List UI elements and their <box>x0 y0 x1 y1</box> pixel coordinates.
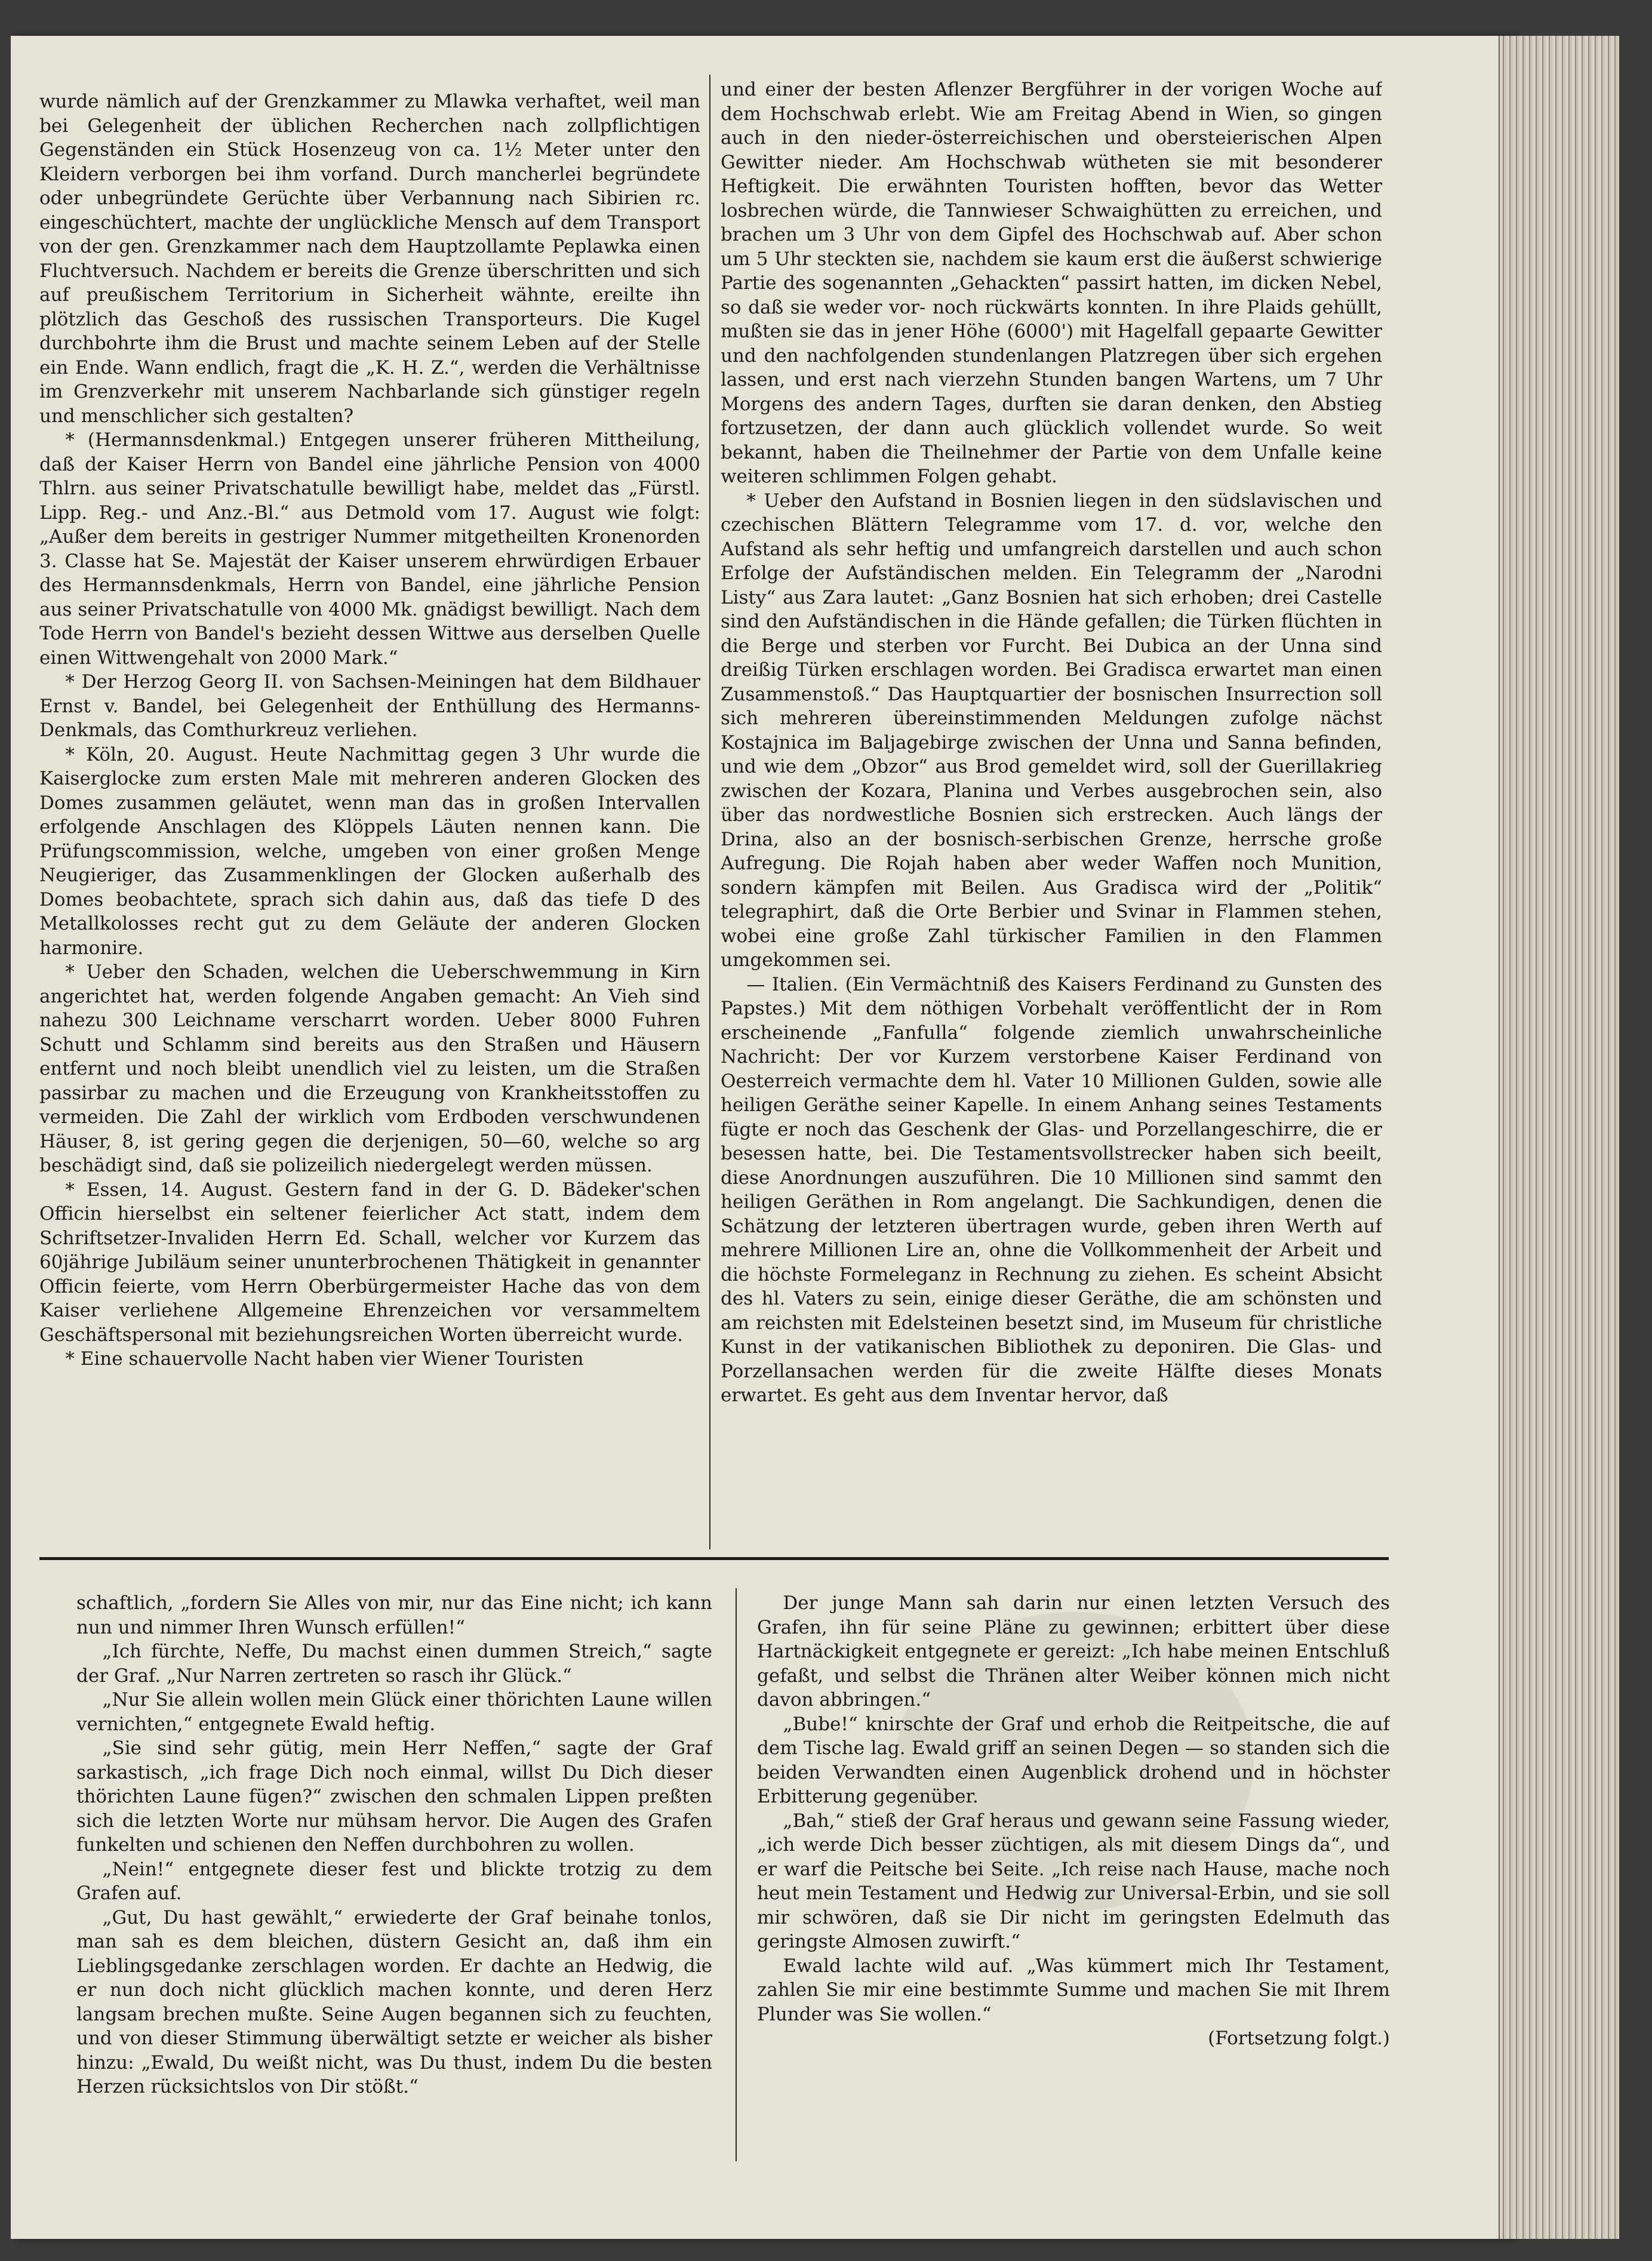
story-paragraph: „Gut, Du hast gewählt,“ erwiederte der Graf beinahe tonlos, man sah es dem bleichen, düstern Gesicht an, daß ihm ein Lieblingsgedanke zerschlagen worden. Er dachte an Hedwig, die er nun doch nicht glücklich machen konnte, und deren Herz langsam brechen mußte. Seine Augen begannen sich zu feuchten, und von dieser Stimmung überwältigt setzte er weicher als bisher hinzu: „Ewald, Du weißt nicht, was Du thust, indem Du die besten Herzen rücksichtslos von Dir stößt.“ <box>76 1906 712 2097</box>
story-paragraph: „Bah,“ stieß der Graf heraus und gewann seine Fassung wieder, „ich werde Dich besser züchtigen, als mit diesem Dings da“, und er warf die Peitsche bei Seite. „Ich reise nach Hause, mache noch heut mein Testament und Hedwig zur Universal-Erbin, und sie soll mir schwören, daß sie Dir nicht im geringsten Edelmuth das geringste Almosen zuwirft.“ <box>757 1810 1390 1952</box>
article-paragraph: * Der Herzog Georg II. von Sachsen-Meiningen hat dem Bildhauer Ernst v. Bandel, bei Gelegenheit der Enthüllung des Hermanns-Denkmals, das Comthurkreuz verliehen. <box>39 671 700 741</box>
story-paragraph: schaftlich, „fordern Sie Alles von mir, nur das Eine nicht; ich kann nun und nimmer Ihren Wunsch erfüllen!“ <box>76 1592 712 1638</box>
story-paragraph: „Nur Sie allein wollen mein Glück einer thörichten Laune willen vernichten,“ entgegnete Ewald heftig. <box>76 1689 712 1735</box>
story-paragraph: Der junge Mann sah darin nur einen letzten Versuch des Grafen, ihn für seine Pläne zu gewinnen; erbittert über diese Hartnäckigkeit entgegnete er gereizt: „Ich habe meinen Entschluß gefaßt, und selbst die Thränen alter Weiber können mich nicht davon abbringen.“ <box>757 1592 1390 1711</box>
article-paragraph: * Köln, 20. August. Heute Nachmittag gegen 3 Uhr wurde die Kaiserglocke zum ersten Male mit mehreren anderen Glocken des Domes zusammen geläutet, wenn man das in großen Intervallen erfolgende Anschlagen des Klöppels Läuten nennen kann. Die Prüfungscommission, welche, umgeben von einer großen Menge Neugieriger, das Zusammenklingen der Glocken außerhalb des Domes beobachtete, sprach sich dahin aus, daß das tiefe D des Metallkolosses recht gut zu dem Geläute der anderen Glocken harmonire. <box>39 743 700 959</box>
article-column-left <box>39 90 700 1514</box>
article-paragraph: * Ueber den Schaden, welchen die Ueberschwemmung in Kirn angerichtet hat, werden folgende Angaben gemacht: An Vieh sind nahezu 300 Leichname verscharrt worden. Ueber 8000 Fuhren Schutt und Schlamm sind bereits aus den Straßen und Häusern entfernt und noch bleibt unendlich viel zu leisten, um die Straßen passirbar zu machen und die Erzeugung von Krankheitsstoffen zu vermeiden. Die Zahl der wirklich vom Erdboden verschwundenen Häuser, 8, ist gering gegen die derjenigen, 50—60, welche so arg beschädigt sind, daß sie polizeilich niedergelegt werden müssen. <box>39 961 700 1176</box>
article-paragraph: — Italien. (Ein Vermächtniß des Kaisers Ferdinand zu Gunsten des Papstes.) Mit dem nöthigen Vorbehalt veröffentlicht der in Rom erscheinende „Fanfulla“ folgende ziemlich unwahrscheinliche Nachricht: Der vor Kurzem verstorbene Kaiser Ferdinand von Oesterreich vermachte dem hl. Vater 10 Millionen Gulden, sowie alle heiligen Geräthe seiner Kapelle. In einem Anhang seines Testaments fügte er noch das Geschenk der Glas- und Porzellangeschirre, die er besessen hatte, bei. Die Testamentsvollstrecker haben sich beeilt, diese Anordnungen auszuführen. Die 10 Millionen sind sammt den heiligen Geräthen in Rom angelangt. Die Sachkundigen, denen die Schätzung der letzteren übertragen wurde, geben ihren Werth auf mehrere Millionen Lire an, ohne die Vollkommenheit der Arbeit und die höchste Formeleganz in Rechnung zu ziehen. Es scheint Absicht des hl. Vaters zu sein, einige dieser Geräthe, die am schönsten und am reichsten mit Edelsteinen besetzt sind, im Museum für christliche Kunst in der vatikanischen Bibliothek zu deponiren. Die Glas- und Porzellansachen werden für die zweite Hälfte dieses Monats erwartet. Es geht aus dem Inventar hervor, daß <box>721 973 1382 1406</box>
article-paragraph: wurde nämlich auf der Grenzkammer zu Mlawka verhaftet, weil man bei Gelegenheit der üblichen Recherchen nach zollpflichtigen Gegenständen ein Stück Hosenzeug von ca. 1½ Meter unter den Kleidern verborgen bei ihm vorfand. Durch mancherlei begründete oder unbegründete Gerüchte über Verbannung nach Sibirien rc. eingeschüchtert, machte der unglückliche Mensch auf dem Transport von der gen. Grenzkammer nach dem Hauptzollamte Peplawka einen Fluchtversuch. Nachdem er bereits die Grenze überschritten und sich auf preußischem Territorium in Sicherheit wähnte, ereilte ihn plötzlich das Geschoß des russischen Transporteurs. Die Kugel durchbohrte ihm die Brust und machte seinem Leben auf der Stelle ein Ende. Wann endlich, fragt die „K. H. Z.“, werden die Verhältnisse im Grenzverkehr mit unserem Nachbarlande sich günstiger regeln und menschlicher sich gestalten? <box>39 91 700 427</box>
story-paragraph: „Sie sind sehr gütig, mein Herr Neffen,“ sagte der Graf sarkastisch, „ich frage Dich noch einmal, willst Du Dich dieser thörichten Laune fügen?“ zwischen den schmalen Lippen preßten sich die letzten Worte nur mühsam hervor. Die Augen des Grafen funkelten und schienen den Neffen durchbohren zu wollen. <box>76 1737 712 1856</box>
article-paragraph: * (Hermannsdenkmal.) Entgegen unserer früheren Mittheilung, daß der Kaiser Herrn von Bandel eine jährliche Pension von 4000 Thlrn. aus seiner Privatschatulle bewilligt habe, meldet das „Fürstl. Lipp. Reg.- und Anz.-Bl.“ aus Detmold vom 17. August wie folgt: „Außer dem bereits in gestriger Nummer mitgetheilten Kronenorden 3. Classe hat Se. Majestät der Kaiser unserem ehrwürdigen Erbauer des Hermannsdenkmals, Herrn von Bandel, eine jährliche Pension aus seiner Privatschatulle von 4000 Mk. gnädigst bewilligt. Nach dem Tode Herrn von Bandel's bezieht dessen Wittwe aus derselben Quelle einen Wittwengehalt von 2000 Mark.“ <box>39 429 700 669</box>
story-paragraph: „Bube!“ knirschte der Graf und erhob die Reitpeitsche, die auf dem Tische lag. Ewald griff an seinen Degen — so standen sich die beiden Verwandten einen Augenblick drohend und in höchster Erbitterung gegenüber. <box>757 1713 1390 1807</box>
page-stack-edge <box>1499 36 1619 2239</box>
article-paragraph: und einer der besten Aflenzer Bergführer in der vorigen Woche auf dem Hochschwab erlebt. Wie am Freitag Abend in Wien, so gingen auch in den nieder-österreichischen und obersteierischen Alpen Gewitter nieder. Am Hochschwab wütheten sie mit besonderer Heftigkeit. Die erwähnten Touristen hofften, bevor das Wetter losbrechen würde, die Tannwieser Schwaighütten zu erreichen, und brachen um 3 Uhr von dem Gipfel des Hochschwab auf. Aber schon um 5 Uhr steckten sie, nachdem sie kaum erst die äußerst schwierige Partie des sogenannten „Gehackten“ passirt hatten, im dicken Nebel, so daß sie weder vor- noch rückwärts konnten. In ihre Plaids gehüllt, mußten sie das in jener Höhe (6000') mit Hagelfall gepaarte Gewitter und den nachfolgenden stundenlangen Platzregen über sich ergehen lassen, und erst nach vierzehn Stunden bangen Wartens, um 7 Uhr Morgens des andern Tages, durften sie daran denken, den Abstieg fortzusetzen, der dann auch glücklich vollendet wurde. So weit bekannt, haben die Theilnehmer der Partie von dem Unfalle keine weiteren schlimmen Folgen gehabt. <box>721 79 1382 487</box>
column-divider <box>736 1588 737 2161</box>
article-column-right <box>721 78 1382 1528</box>
serial-story-column-right <box>757 1591 1390 2069</box>
continuation-note: (Fortsetzung folgt.) <box>1208 2028 1390 2049</box>
article-paragraph: * Essen, 14. August. Gestern fand in der G. D. Bädeker'schen Officin hierselbst ein seltener feierlicher Act statt, indem dem Schriftsetzer-Invaliden Herrn Ed. Schall, welcher vor Kurzem das 60jährige Jubiläum seiner ununterbrochenen Thätigkeit in genannter Officin feierte, vom Herrn Oberbürgermeister Hache das von dem Kaiser verliehene Allgemeine Ehrenzeichen vor versammeltem Geschäftspersonal mit beziehungsreichen Worten überreicht wurde. <box>39 1179 700 1346</box>
story-paragraph: „Ich fürchte, Neffe, Du machst einen dummen Streich,“ sagte der Graf. „Nur Narren zertreten so rasch ihr Glück.“ <box>76 1641 712 1687</box>
story-paragraph: Ewald lachte wild auf. „Was kümmert mich Ihr Testament, zahlen Sie mir eine bestimmte Summe und machen Sie mit Ihrem Plunder was Sie wollen.“ <box>757 1955 1390 2025</box>
article-paragraph: * Ueber den Aufstand in Bosnien liegen in den südslavischen und czechischen Blättern Telegramme vom 17. d. vor, welche den Aufstand als sehr heftig und umfangreich darstellen und auch schon Erfolge der Aufständischen melden. Ein Telegramm der „Narodni Listy“ aus Zara lautet: „Ganz Bosnien hat sich erhoben; drei Castelle sind den Aufständischen in die Hände gefallen; die Türken flüchten in die Berge und sterben vor Furcht. Bei Dubica an der Unna sind dreißig Türken erschlagen worden. Bei Gradisca erwartet man einen Zusammenstoß.“ Das Hauptquartier der bosnischen Insurrection soll sich mehreren übereinstimmenden Meldungen zufolge nächst Kostajnica im Baljagebirge zwischen der Unna und Sanna befinden, und wie dem „Obzor“ aus Brod gemeldet wird, soll der Guerillakrieg zwischen der Kozara, Planina und Verbes ausgebrochen sein, also über das nordwestliche Bosnien sich erstrecken. Auch längs der Drina, also an der bosnisch-serbischen Grenze, herrsche große Aufregung. Die Rojah haben aber weder Waffen noch Munition, sondern kämpfen mit Beilen. Aus Gradisca wird der „Politik“ telegraphirt, daß die Orte Berbier und Svinar in Flammen stehen, wobei eine große Zahl türkischer Familien in den Flammen umgekommen sei. <box>721 490 1382 971</box>
article-paragraph: * Eine schauervolle Nacht haben vier Wiener Touristen <box>65 1348 584 1370</box>
story-paragraph: „Nein!“ entgegnete dieser fest und blickte trotzig zu dem Grafen auf. <box>76 1858 712 1904</box>
feuilleton-divider <box>39 1557 1389 1560</box>
serial-story-column-left <box>76 1591 712 2206</box>
column-divider <box>709 75 710 1549</box>
